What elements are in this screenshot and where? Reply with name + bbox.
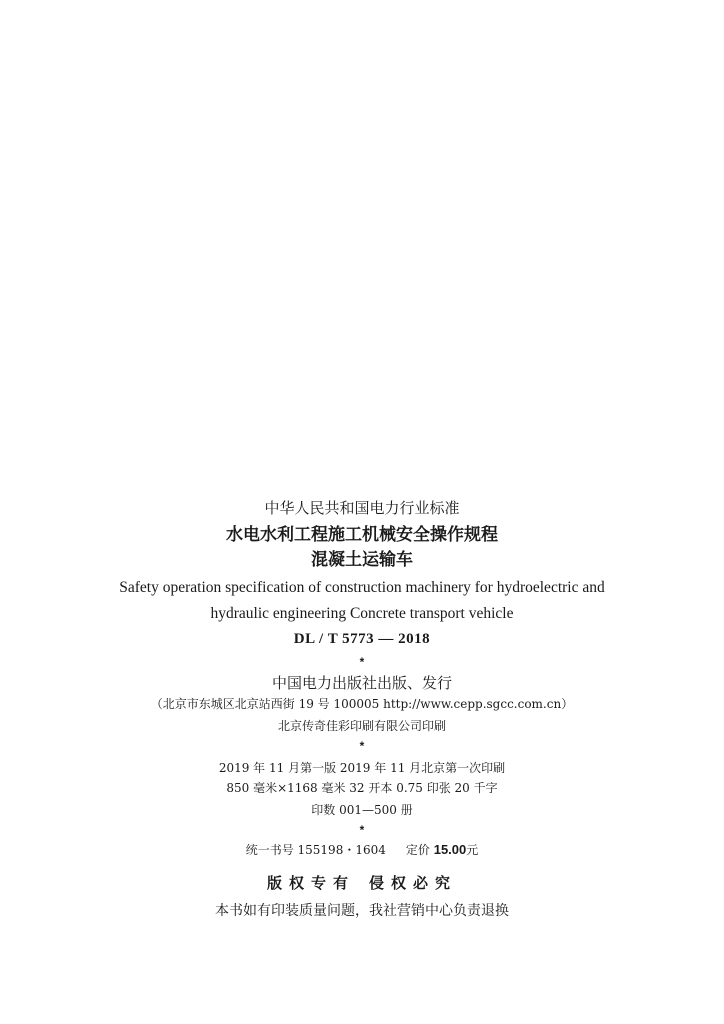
title-chinese: 水电水利工程施工机械安全操作规程 xyxy=(226,525,498,545)
separator-asterisk: * xyxy=(359,823,365,837)
copyright-reserved: 版权专有 xyxy=(266,874,355,892)
isbn: 统一书号 155198・1604 xyxy=(245,843,386,857)
standard-number: DL / T 5773 — 2018 xyxy=(293,631,431,647)
printer: 北京传奇佳彩印刷有限公司印刷 xyxy=(277,719,446,733)
isbn-price-line xyxy=(0,843,724,856)
format-info: 850 毫米×1168 毫米 32 开本 0.75 印张 20 千字 xyxy=(226,781,498,795)
print-run: 印数 001—500 册 xyxy=(311,803,413,817)
copyright-notice xyxy=(0,876,724,891)
price-label: 定价 xyxy=(405,843,430,857)
title-english-line-2: hydraulic engineering Concrete transport vehicle xyxy=(210,605,514,622)
title-english-line-1: Safety operation specification of construction machinery for hydroelectric and xyxy=(119,579,605,596)
separator-asterisk: * xyxy=(359,739,365,753)
edition-info: 2019 年 11 月第一版 2019 年 11 月北京第一次印刷 xyxy=(218,761,506,775)
publisher: 中国电力出版社出版、发行 xyxy=(271,674,452,692)
standard-type: 中华人民共和国电力行业标准 xyxy=(264,499,460,517)
subtitle-chinese: 混凝土运输车 xyxy=(311,550,413,570)
quality-notice: 本书如有印装质量问题，我社营销中心负责退换 xyxy=(215,903,509,919)
price-value: 15.00 xyxy=(433,842,467,857)
copyright-infringement: 侵权必究 xyxy=(369,874,458,892)
separator-asterisk: * xyxy=(359,655,365,669)
price-unit: 元 xyxy=(466,843,479,857)
publisher-address: （北京市东城区北京站西街 19 号 100005 http://www.cepp.sgcc.com.cn） xyxy=(150,697,574,711)
